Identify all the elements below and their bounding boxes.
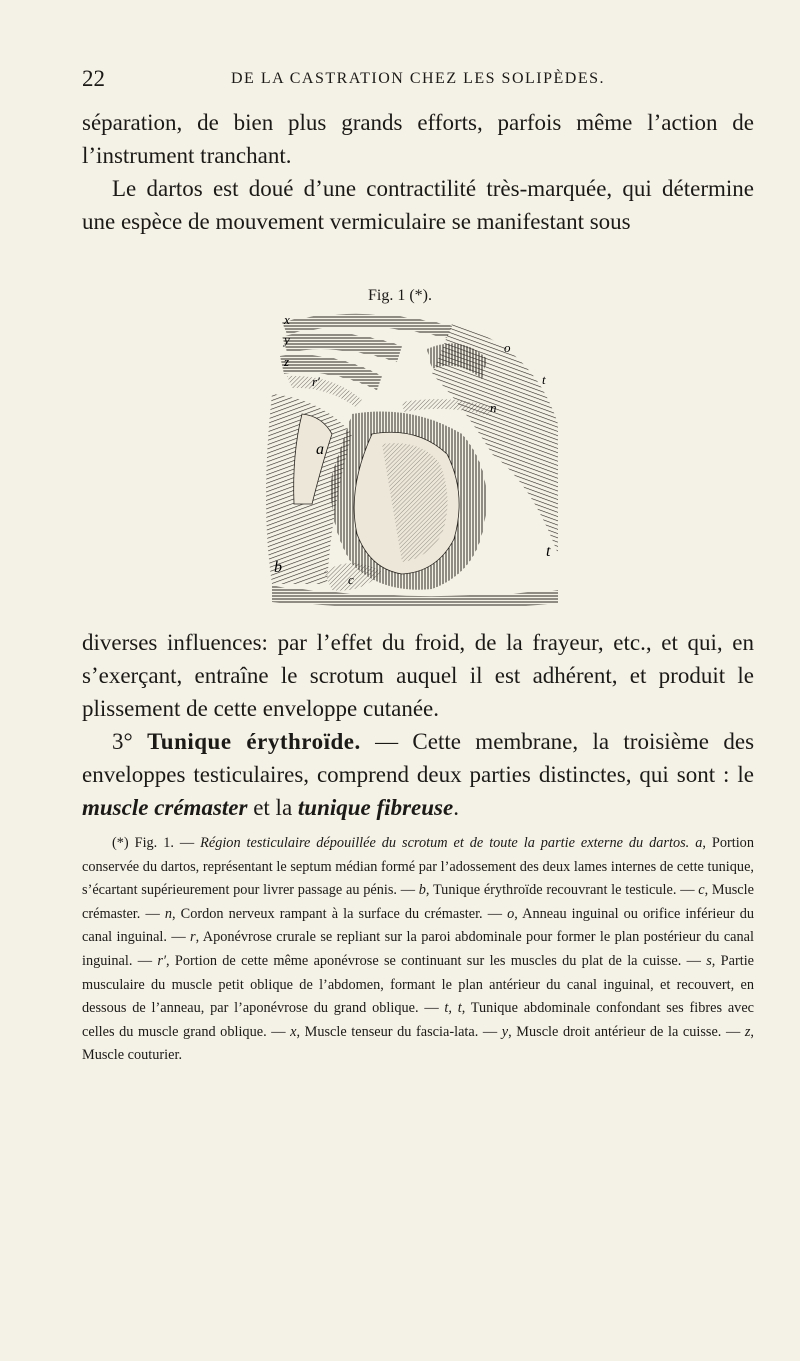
footnote-entry-key: y — [501, 1023, 509, 1040]
label-z: z — [284, 354, 290, 369]
label-y: y — [284, 332, 290, 347]
footnote-entry-text: , Partie musculaire du muscle petit oblique de l’abdomen, formant le plan antérieur du canal inguinal, et recouvert, en dessous de l’anneau, par l’aponévrose du grand oblique. — [82, 952, 755, 1017]
footnote-entry: — o, Anneau inguinal ou orifice inférieur du canal inguinal. — [82, 905, 755, 946]
section-text: — Cette membrane, la troisième des enveloppes testiculaires, comprend deux parties distinctes, qui sont : le — [82, 729, 755, 787]
section-number: 3° — [112, 729, 133, 754]
footnote-paragraph — [82, 832, 754, 1068]
footnote-entry-key: s — [706, 952, 712, 969]
running-title: DE LA CASTRATION CHEZ LES SOLIPÈDES. — [230, 70, 605, 87]
footnote-entry-text: , Muscle couturier. — [82, 1023, 754, 1064]
footnote-entry-key: b — [418, 882, 426, 899]
footnote-entry-text: , Tunique abdominale confondant ses fibres avec celles du muscle grand oblique. — [82, 1000, 755, 1040]
footnote-entry-key: n — [164, 905, 172, 922]
section-paragraph — [82, 725, 754, 824]
footnote-marker: (*) Fig. 1. — — [112, 835, 201, 851]
footnote-entry: — b, Tunique érythroïde recouvrant le testicule. — [396, 882, 677, 899]
label-n: n — [490, 400, 497, 415]
term-cremaster: muscle crémaster — [82, 795, 248, 820]
footnote-entry: — r′, Portion de cette même aponévrose se continuant sur les muscles du plat de la cuisse. — [132, 952, 682, 969]
footnote-entries — [82, 835, 754, 1063]
footnote-entry-key: x — [290, 1023, 297, 1040]
label-t-upper: t — [542, 372, 546, 387]
footnote-entry-key: r — [190, 929, 196, 946]
footnote-entry-text: , Portion de cette même aponévrose se continuant sur les muscles du plat de la cuisse. — [166, 952, 682, 969]
section-end: . — [453, 795, 459, 820]
term-fibrous-tunic: tunique fibreuse — [297, 795, 454, 820]
page-number: 22 — [82, 66, 105, 91]
footnote-entry: — n, Cordon nerveux rampant à la surface du crémaster. — [140, 905, 483, 922]
footnote-entry-text: , Cordon nerveux rampant à la surface du crémaster. — [172, 905, 483, 922]
footnote-entry: — s, Partie musculaire du muscle petit oblique de l’abdomen, formant le plan antérieur du canal inguinal, et recouvert, en dessous de l’anneau, par l’aponévrose du grand oblique. — [82, 952, 755, 1017]
label-t-lower: t — [546, 543, 551, 560]
footnote-entry: — c, Muscle crémaster. — [82, 882, 754, 922]
footnote-entry-text: , Anneau inguinal ou orifice inférieur du canal inguinal. — [82, 905, 755, 946]
paragraph-line-2: Le dartos est doué d’une contractilité très-marquée, qui détermine une espèce de mouvement vermiculaire se manifestant sous — [82, 176, 754, 234]
footnote-entry-key: o — [507, 905, 515, 922]
footnote-entry-text: , Muscle tenseur du fascia-lata. — [296, 1023, 479, 1040]
label-b: b — [274, 559, 282, 576]
footnote-entry: — y, Muscle droit antérieur de la cuisse. — [478, 1023, 722, 1040]
figure-caption: Fig. 1 (*). — [368, 287, 432, 304]
label-c: c — [348, 572, 354, 587]
footnote-entry-key: c — [698, 882, 705, 899]
label-r-prime: r′ — [312, 374, 320, 389]
paragraph-line-1: séparation, de bien plus grands efforts, parfois même l’action de l’instrument tranchant. — [82, 110, 754, 168]
footnote-entry-text: , Muscle droit antérieur de la cuisse. — [508, 1023, 722, 1040]
footnote-entry-text: , Aponévrose crurale se repliant sur la paroi abdominale pour former le plan postérieur du canal inguinal. — [82, 929, 754, 969]
footnote-entry-key: z — [744, 1023, 751, 1040]
footnote-entry-text: , Muscle crémaster. — [82, 882, 754, 922]
paragraph-top — [82, 106, 754, 238]
footnote-title: Région testiculaire dépouillée du scrotum et de toute la partie externe du dartos. — [200, 835, 690, 851]
footnote-entry-text: , Tunique érythroïde recouvrant le testicule. — [425, 882, 677, 899]
footnote-entry: — z, Muscle couturier. — [82, 1023, 754, 1064]
footnote-entry-key: t, t — [444, 1000, 462, 1017]
footnote-entry: — t, t, Tunique abdominale confondant ses fibres avec celles du muscle grand oblique. — [82, 1000, 755, 1040]
label-x: x — [284, 312, 290, 327]
footnote-entry: — r, Aponévrose crurale se repliant sur la paroi abdominale pour former le plan postérieur du canal inguinal. — [82, 929, 754, 969]
footnote-entry-key: a — [695, 835, 703, 851]
label-a: a — [316, 441, 324, 458]
footnote-entry-key: r′ — [157, 952, 167, 969]
figure-footnote — [82, 832, 754, 1068]
term-connector: et la — [247, 795, 298, 820]
paragraph-continuation: diverses influences: par l’effet du froid, de la frayeur, etc., et qui, en s’exerçant, entraîne le scrotum auquel il est adhérent, et produit le plissement de cette enveloppe cutanée. — [82, 630, 754, 721]
anatomical-figure — [232, 304, 568, 612]
section-heading: Tunique érythroïde. — [147, 729, 361, 754]
page-header — [82, 66, 754, 96]
paragraph-bottom — [82, 626, 754, 824]
label-o: o — [504, 340, 511, 355]
footnote-entry-text: , Portion conservée du dartos, représentant le septum médian formé par l’adossement des deux lames internes de cette tunique, s’écartant supérieurement pour livrer passage au pénis. — [82, 835, 754, 899]
footnote-entry: — x, Muscle tenseur du fascia-lata. — [266, 1023, 479, 1040]
